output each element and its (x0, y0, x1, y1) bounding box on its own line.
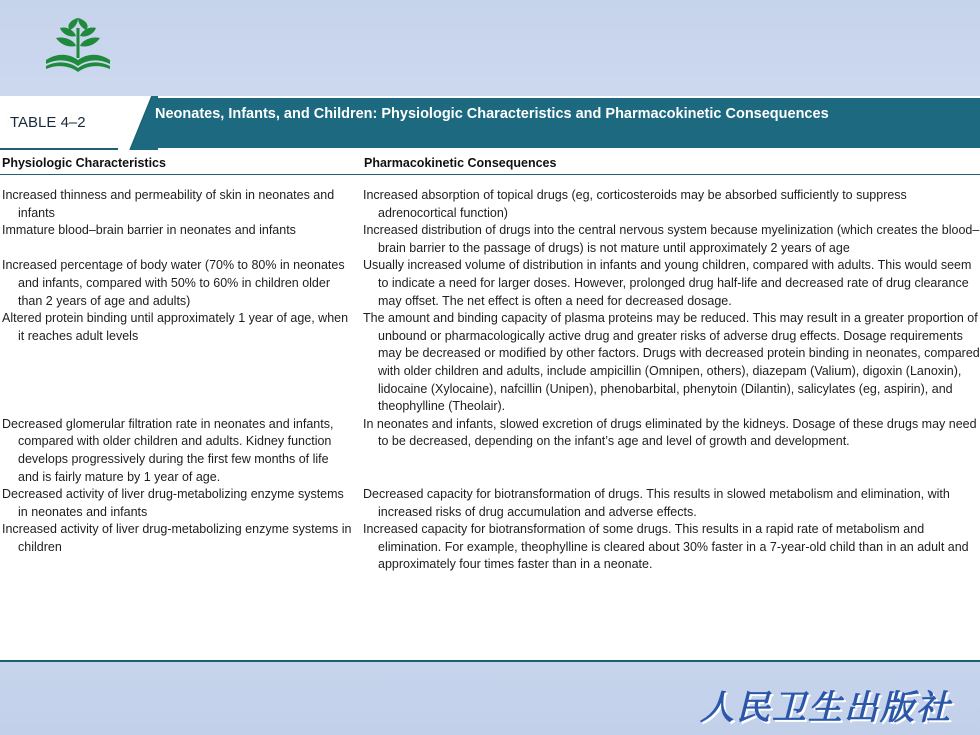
pharmacokinetic-cell: Increased absorption of topical drugs (eg, corticosteroids may be absorbed sufficiently to suppress adrenocortical function) (363, 188, 907, 220)
physiologic-cell: Decreased glomerular filtration rate in neonates and infants, compared with older children and adults. Kidney function develops progressively during the first few months of life and is fairly mature by 1 year of age. (2, 416, 334, 484)
table-header (0, 96, 980, 150)
column-headers (0, 150, 980, 175)
pharmacokinetic-cell: Increased distribution of drugs into the central nervous system because myelinization (which creates the blood–brain barrier to the passage of drugs) is not mature until approximately 2 years of age (363, 223, 980, 255)
physiologic-cell: Increased thinness and permeability of skin in neonates and infants (2, 188, 335, 220)
physiologic-cell: Immature blood–brain barrier in neonates and infants (2, 223, 296, 238)
table-row (0, 257, 980, 310)
table-row (0, 416, 980, 486)
table-row (0, 486, 980, 521)
header-divider-slash (118, 96, 158, 150)
table-bottom-rule (0, 660, 980, 662)
publisher-logo: 人民卫生出版社 (700, 688, 952, 728)
table-row (0, 521, 980, 574)
table-panel (0, 96, 980, 662)
pharmacokinetic-cell: The amount and binding capacity of plasma proteins may be reduced. This may result in a greater proportion of unbound or pharmacologically active drug and greater risks of adverse drug effects. Dosage requirements may be decreased or modified by other factors. Drugs with decreased protein binding in neonates, compared with older children and adults, include ampicillin (Omnipen, others), diazepam (Valium), digoxin (Lanoxin), lidocaine (Xylocaine), nafcillin (Unipen), phenobarbital, phenytoin (Dilantin), salicylates (eg, aspirin), and theophylline (Theolair). (363, 311, 980, 414)
leaf-book-emblem-icon (40, 14, 116, 76)
table-title: Neonates, Infants, and Children: Physiologic Characteristics and Pharmacokinetic Consequences (155, 106, 829, 122)
table-number: TABLE 4–2 (0, 96, 130, 150)
table-body (0, 175, 980, 574)
column-header-physiologic: Physiologic Characteristics (2, 156, 166, 170)
pharmacokinetic-cell: In neonates and infants, slowed excretion of drugs eliminated by the kidneys. Dosage of these drugs may need to be decreased, depending on the infant’s age and level of growth and development. (363, 416, 977, 449)
table-row (0, 187, 980, 222)
column-header-pharmacokinetic: Pharmacokinetic Consequences (364, 156, 557, 170)
physiologic-cell: Increased percentage of body water (70% to 80% in neonates and infants, compared with 50% to 60% in children older than 2 years of age and adults) (2, 258, 345, 308)
physiologic-cell: Altered protein binding until approximately 1 year of age, when it reaches adult levels (2, 311, 349, 343)
pharmacokinetic-cell: Usually increased volume of distribution in infants and young children, compared with adults. This would seem to indicate a need for larger doses. However, prolonged drug half-life and decreased rate of drug clearance may offset. The net effect is often a need for decreased dosage. (363, 258, 972, 308)
table-row (0, 222, 980, 257)
pharmacokinetic-cell: Decreased capacity for biotransformation of drugs. This results in slowed metabolism and elimination, with increased risks of drug accumulation and adverse effects. (363, 487, 950, 519)
physiologic-cell: Increased activity of liver drug-metabolizing enzyme systems in children (2, 522, 352, 554)
physiologic-cell: Decreased activity of liver drug-metabolizing enzyme systems in neonates and infants (2, 487, 344, 519)
pharmacokinetic-cell: Increased capacity for biotransformation of some drugs. This results in a rapid rate of metabolism and elimination. For example, theophylline is cleared about 30% faster in a 7-year-old child than in an adult and approximately four times faster than in a neonate. (363, 522, 969, 572)
table-row (0, 310, 980, 416)
